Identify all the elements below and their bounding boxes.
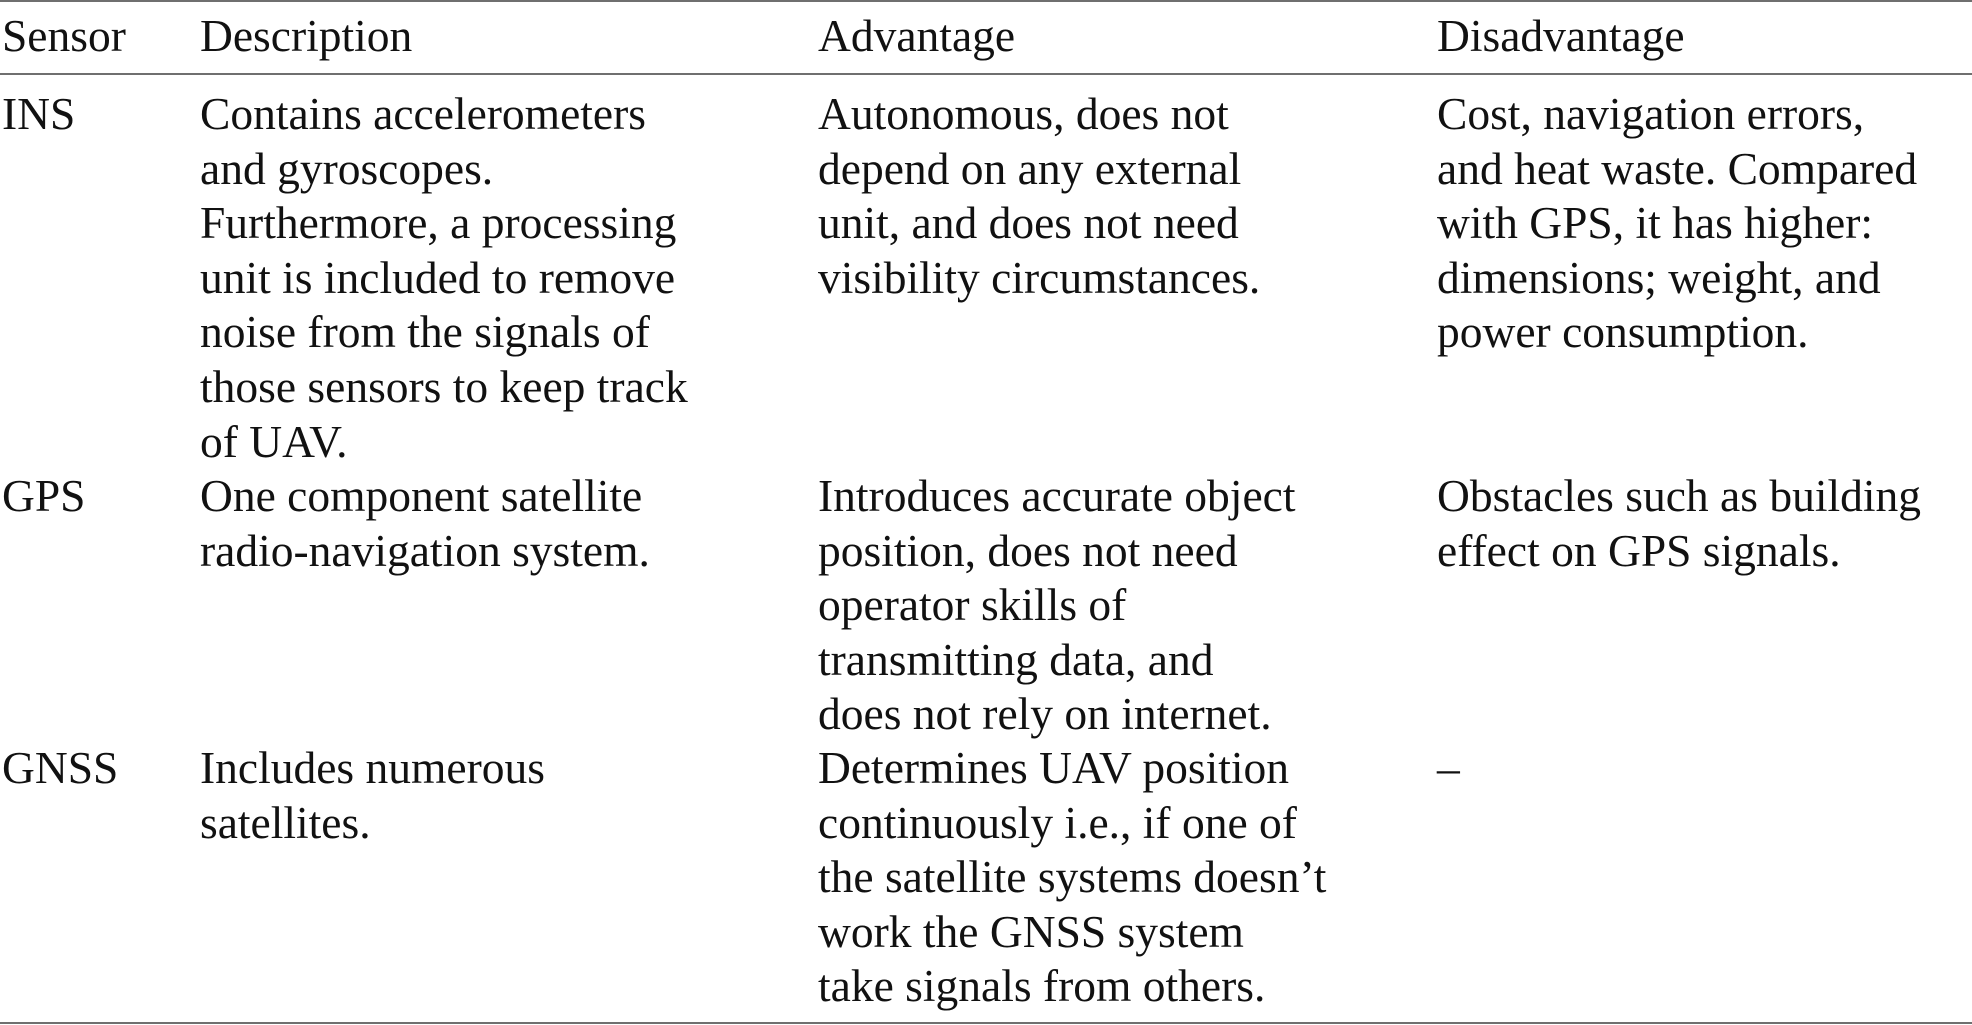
row-gnss-disadvantage: [1437, 741, 1460, 796]
text-line: radio-navigation system.: [200, 524, 650, 576]
text-line: Introduces accurate object: [818, 470, 1296, 521]
text-line: Autonomous, does not: [818, 88, 1229, 139]
text-line: Obstacles such as building: [1437, 470, 1921, 521]
text-line: of UAV.: [200, 415, 348, 467]
row-ins-disadvantage: [1437, 87, 1917, 360]
row-gps-sensor: GPS: [2, 470, 86, 521]
text-line: effect on GPS signals.: [1437, 524, 1841, 576]
text-line: those sensors to keep track: [200, 360, 688, 412]
text-line: take signals from others.: [818, 960, 1266, 1012]
text-line: Includes numerous: [200, 742, 545, 793]
text-line: noise from the signals of: [200, 306, 650, 358]
text-line: One component satellite: [200, 470, 643, 521]
text-line: –: [1437, 742, 1460, 793]
table-bottom-rule: [0, 1022, 1972, 1024]
row-gps-advantage: [818, 469, 1295, 742]
header-advantage: Advantage: [818, 10, 1016, 61]
text-line: the satellite systems doesn’t: [818, 851, 1327, 903]
row-ins-description: [200, 87, 688, 469]
text-line: and gyroscopes.: [200, 142, 494, 194]
row-gnss-advantage: [818, 741, 1326, 1014]
text-line: does not rely on internet.: [818, 688, 1272, 740]
row-gnss-sensor: GNSS: [2, 742, 119, 793]
header-disadvantage: Disadvantage: [1437, 10, 1685, 61]
text-line: dimensions; weight, and: [1437, 251, 1881, 303]
row-ins-sensor: INS: [2, 88, 76, 139]
text-line: unit is included to remove: [200, 251, 676, 303]
row-gnss-description: [200, 741, 545, 850]
table-top-rule: [0, 0, 1972, 2]
text-line: depend on any external: [818, 142, 1242, 194]
text-line: continuously i.e., if one of: [818, 796, 1297, 848]
text-line: transmitting data, and: [818, 633, 1214, 685]
text-line: work the GNSS system: [818, 905, 1244, 957]
header-sensor: Sensor: [2, 10, 126, 61]
text-line: unit, and does not need: [818, 197, 1239, 249]
text-line: visibility circumstances.: [818, 251, 1261, 303]
text-line: Furthermore, a processing: [200, 197, 677, 249]
header-rule: [0, 73, 1972, 75]
text-line: Determines UAV position: [818, 742, 1289, 793]
text-line: and heat waste. Compared: [1437, 142, 1918, 194]
row-gps-description: [200, 469, 650, 578]
text-line: power consumption.: [1437, 306, 1809, 358]
text-line: Contains accelerometers: [200, 88, 646, 139]
text-line: position, does not need: [818, 524, 1238, 576]
text-line: Cost, navigation errors,: [1437, 88, 1865, 139]
text-line: satellites.: [200, 796, 371, 848]
header-description: Description: [200, 10, 413, 61]
text-line: with GPS, it has higher:: [1437, 197, 1874, 249]
text-line: operator skills of: [818, 579, 1127, 631]
row-gps-disadvantage: [1437, 469, 1921, 578]
row-ins-advantage: [818, 87, 1260, 305]
